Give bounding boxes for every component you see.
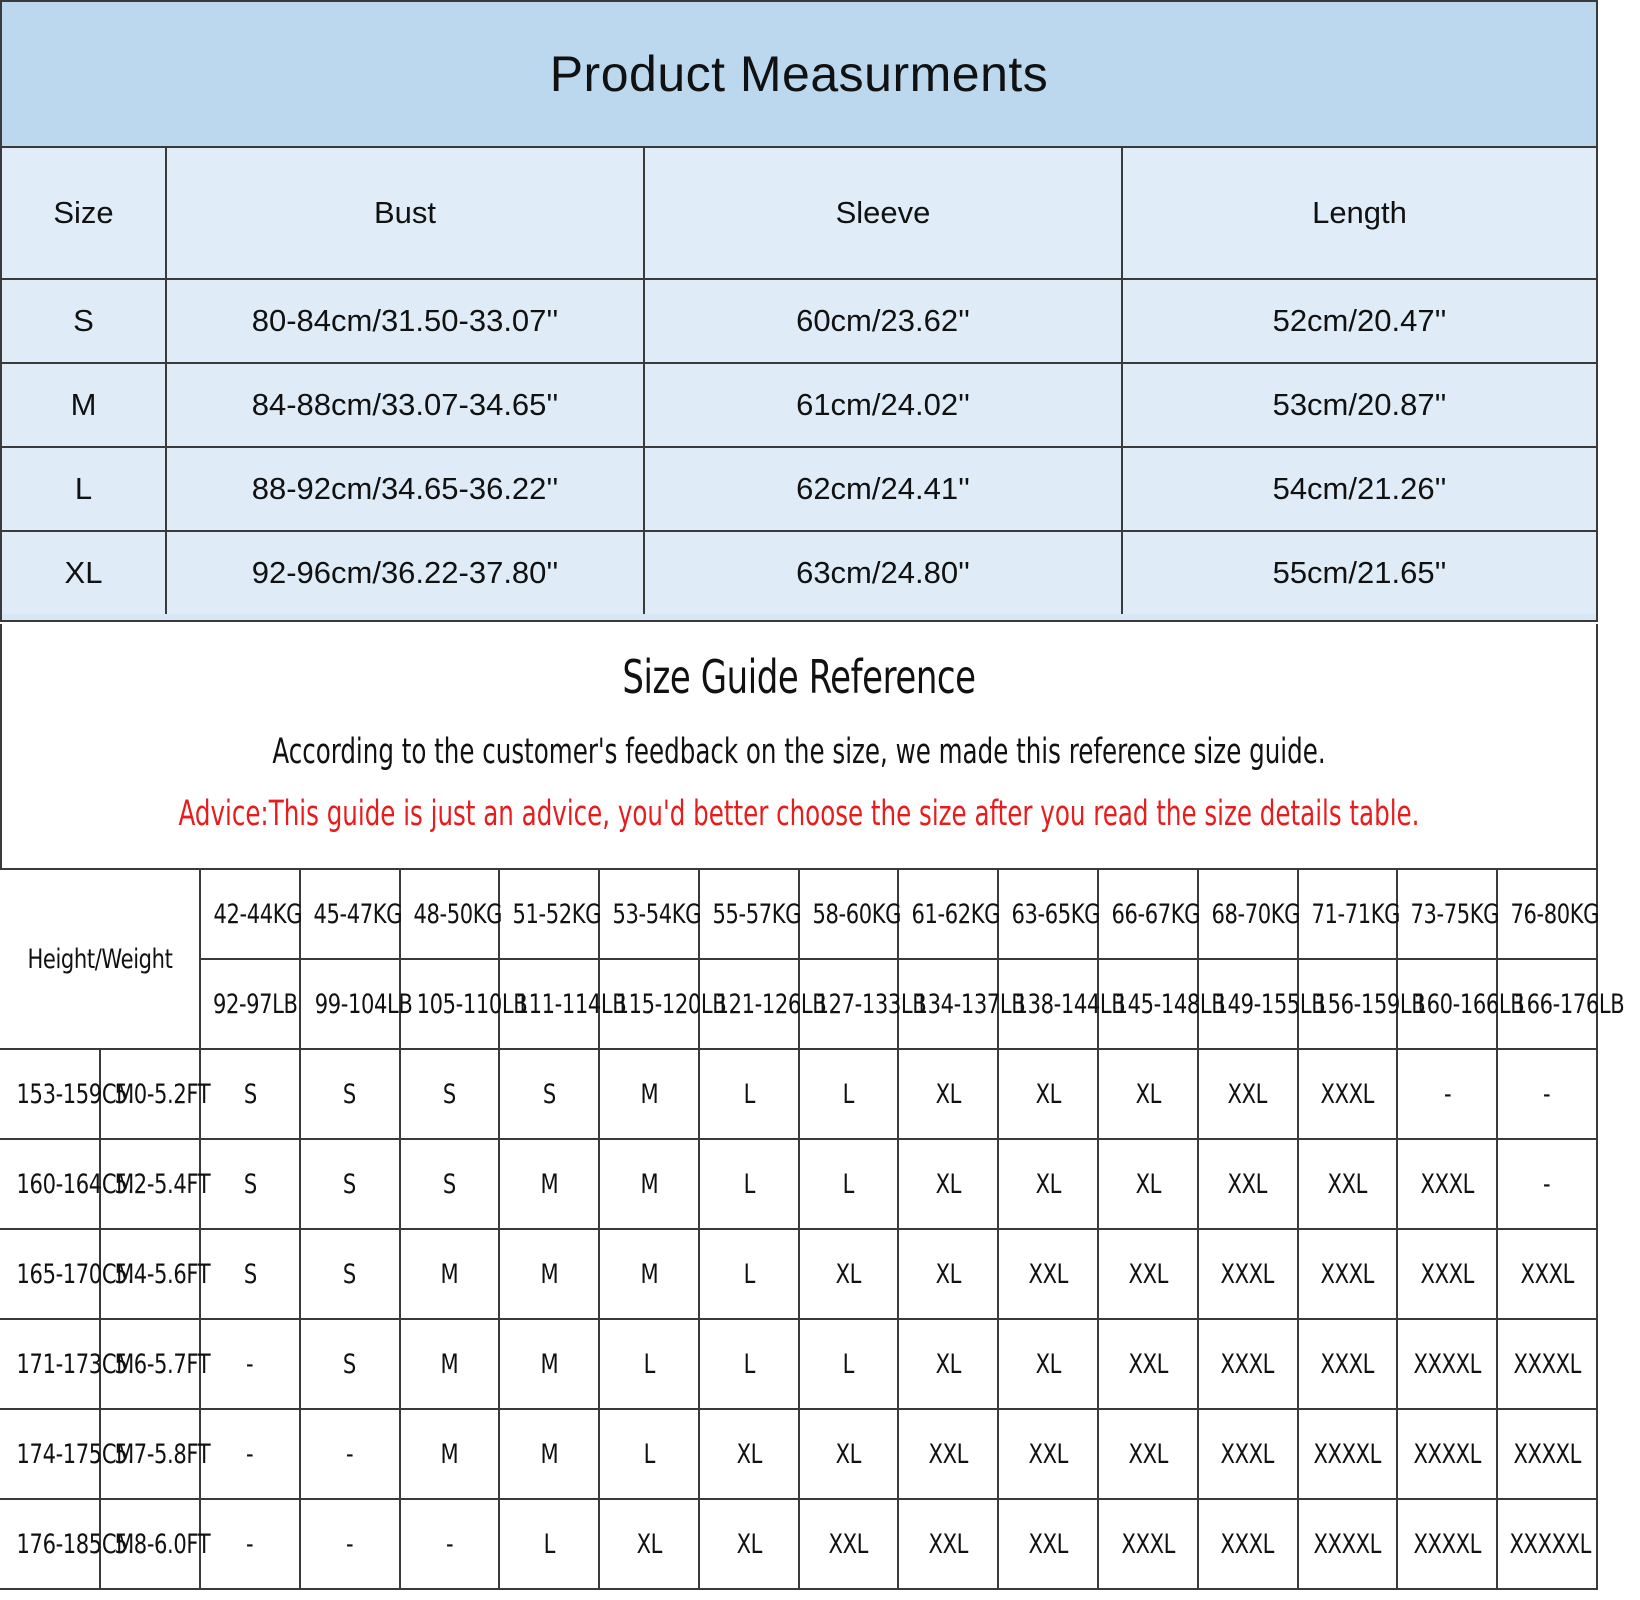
height-ft-cell	[100, 1319, 211, 1409]
height-cm-cell	[0, 1319, 134, 1409]
recommended-size-cell-text: S	[542, 1078, 556, 1110]
recommended-size-cell-text: XXXL	[1320, 1078, 1375, 1110]
recommended-size-cell	[300, 1409, 400, 1499]
recommended-size-cell	[400, 1049, 500, 1139]
recommended-size-cell	[799, 1319, 899, 1409]
size-label-cell: L	[2, 447, 166, 531]
measurement-cell: 84-88cm/33.07-34.65''	[166, 363, 644, 447]
recommended-size-cell-text: M	[440, 1258, 459, 1290]
recommended-size-cell-text: L	[743, 1258, 755, 1290]
weight-kg-cell	[499, 869, 602, 959]
recommended-size-cell	[699, 1049, 799, 1139]
recommended-size-cell-text: M	[540, 1348, 559, 1380]
recommended-size-cell	[1098, 1049, 1198, 1139]
height-cm-cell	[0, 1049, 134, 1139]
measurement-cell: 88-92cm/34.65-36.22''	[166, 447, 644, 531]
recommended-size-cell	[499, 1409, 599, 1499]
weight-lb-cell-text: 111-114LB	[515, 988, 627, 1020]
recommended-size-cell	[400, 1139, 500, 1229]
recommended-size-cell-text: S	[343, 1348, 357, 1380]
measurement-cell: 54cm/21.26''	[1122, 447, 1596, 531]
weight-kg-cell-text: 73-75KG	[1410, 898, 1500, 930]
recommended-size-cell	[599, 1139, 699, 1229]
recommended-size-cell	[300, 1499, 400, 1589]
recommended-size-cell-text: XXXXL	[1513, 1438, 1581, 1470]
height-weight-corner	[0, 869, 200, 1049]
recommended-size-cell	[1497, 1319, 1597, 1409]
recommended-size-cell	[200, 1049, 300, 1139]
recommended-size-cell-text: L	[643, 1438, 655, 1470]
recommended-size-cell-text: XL	[935, 1168, 962, 1200]
height-ft-cell-text: 5.2-5.4FT	[114, 1168, 211, 1200]
measurement-cell: 80-84cm/31.50-33.07''	[166, 279, 644, 363]
measurements-header-cell: Size	[2, 148, 166, 279]
recommended-size-cell-text: XXXL	[1520, 1258, 1574, 1290]
recommended-size-cell	[1497, 1049, 1597, 1139]
recommended-size-cell-text: L	[842, 1348, 855, 1380]
measurement-cell: 61cm/24.02''	[644, 363, 1122, 447]
measurements-table	[2, 148, 1596, 614]
recommended-size-cell-text: XL	[636, 1528, 662, 1560]
measurements-row	[2, 447, 1596, 531]
recommended-size-cell-text: XXXL	[1420, 1168, 1475, 1200]
recommended-size-cell	[1397, 1139, 1497, 1229]
recommended-size-cell-text: L	[842, 1168, 855, 1200]
height-cm-cell-text: 153-159CM	[16, 1078, 134, 1110]
recommended-size-cell-text: XXL	[1128, 1258, 1168, 1290]
recommended-size-cell-text: M	[540, 1258, 559, 1290]
measurements-row	[2, 531, 1596, 614]
size-label-cell: S	[2, 279, 166, 363]
recommended-size-cell	[599, 1409, 699, 1499]
recommended-size-cell	[998, 1319, 1098, 1409]
size-guide-subtitle: According to the customer's feedback on the size, we made this reference size guide.	[272, 732, 1326, 772]
height-ft-cell-text: 5.0-5.2FT	[114, 1078, 211, 1110]
weight-lb-cell-text: 166-176LB	[1513, 988, 1625, 1020]
height-ft-cell-text: 5.7-5.8FT	[114, 1438, 211, 1470]
measurement-cell: 63cm/24.80''	[644, 531, 1122, 614]
recommended-size-cell	[1198, 1409, 1298, 1499]
recommended-size-cell	[1198, 1049, 1298, 1139]
measurement-cell: 53cm/20.87''	[1122, 363, 1596, 447]
recommended-size-cell	[200, 1319, 300, 1409]
recommended-size-cell-text: XXXL	[1320, 1258, 1375, 1290]
recommended-size-cell	[599, 1499, 699, 1589]
size-guide-row	[0, 1409, 1597, 1499]
size-guide-row	[0, 1229, 1597, 1319]
recommended-size-cell-text: XXXL	[1220, 1258, 1275, 1290]
recommended-size-cell-text: L	[842, 1078, 855, 1110]
weight-kg-cell-text: 51-52KG	[512, 898, 602, 930]
recommended-size-cell-text: S	[442, 1168, 456, 1200]
weight-kg-cell	[998, 869, 1101, 959]
recommended-size-cell-text: XXXXL	[1413, 1528, 1482, 1560]
recommended-size-cell-text: XXXXL	[1313, 1438, 1382, 1470]
recommended-size-cell	[499, 1229, 599, 1319]
recommended-size-cell	[1298, 1139, 1398, 1229]
recommended-size-cell	[300, 1049, 400, 1139]
recommended-size-cell	[699, 1409, 799, 1499]
weight-lb-cell-text: 99-104LB	[314, 988, 413, 1020]
recommended-size-cell	[1298, 1049, 1398, 1139]
recommended-size-cell-text: XL	[1035, 1168, 1061, 1200]
recommended-size-cell-text: XXXL	[1220, 1348, 1275, 1380]
measurements-header-cell: Length	[1122, 148, 1596, 279]
recommended-size-cell	[998, 1409, 1098, 1499]
height-ft-cell-text: 5.4-5.6FT	[114, 1258, 211, 1290]
weight-kg-row	[0, 869, 1597, 959]
height-cm-cell	[0, 1499, 134, 1589]
recommended-size-cell-text: XL	[835, 1258, 862, 1290]
weight-kg-cell-text: 48-50KG	[413, 898, 502, 930]
recommended-size-cell	[1397, 1319, 1497, 1409]
recommended-size-cell	[1198, 1139, 1298, 1229]
recommended-size-cell-text: XXXXXL	[1509, 1528, 1592, 1560]
recommended-size-cell-text: XL	[736, 1528, 762, 1560]
recommended-size-cell-text: L	[543, 1528, 555, 1560]
recommended-size-cell	[898, 1229, 998, 1319]
height-cm-cell-text: 165-170CM	[16, 1258, 134, 1290]
recommended-size-cell-text: XXXL	[1121, 1528, 1175, 1560]
recommended-size-cell-text: M	[640, 1078, 658, 1110]
recommended-size-cell	[1198, 1229, 1298, 1319]
weight-kg-cell	[799, 869, 899, 959]
recommended-size-cell	[1298, 1229, 1398, 1319]
recommended-size-cell-text: XXXL	[1220, 1528, 1275, 1560]
recommended-size-cell-text: S	[343, 1168, 357, 1200]
recommended-size-cell-text: L	[643, 1348, 655, 1380]
height-ft-cell-text: 5.6-5.7FT	[114, 1348, 211, 1380]
size-guide-table	[0, 868, 1625, 1590]
recommended-size-cell	[1497, 1229, 1597, 1319]
measurement-cell: 60cm/23.62''	[644, 279, 1122, 363]
height-ft-cell	[100, 1229, 211, 1319]
recommended-size-cell	[499, 1499, 599, 1589]
recommended-size-cell-text: XL	[1035, 1348, 1061, 1380]
weight-kg-cell	[1397, 869, 1500, 959]
recommended-size-cell	[1198, 1319, 1298, 1409]
recommended-size-cell	[898, 1319, 998, 1409]
weight-kg-cell	[200, 869, 303, 959]
recommended-size-cell	[499, 1319, 599, 1409]
measurements-title: Product Measurments	[2, 2, 1596, 148]
recommended-size-cell-text: XXL	[1128, 1348, 1168, 1380]
measurements-header-row	[2, 148, 1596, 279]
recommended-size-cell-text: XL	[1135, 1168, 1161, 1200]
size-guide-row	[0, 1049, 1597, 1139]
recommended-size-cell-text: L	[743, 1348, 755, 1380]
recommended-size-cell-text: XXXXL	[1313, 1528, 1382, 1560]
recommended-size-cell-text: XL	[736, 1438, 762, 1470]
weight-kg-cell-text: 45-47KG	[313, 898, 402, 930]
product-measurements-section	[0, 0, 1598, 622]
recommended-size-cell	[599, 1229, 699, 1319]
height-cm-cell	[0, 1409, 134, 1499]
weight-lb-cell	[300, 959, 413, 1049]
recommended-size-cell-text: -	[246, 1528, 254, 1560]
recommended-size-cell	[200, 1229, 300, 1319]
recommended-size-cell	[699, 1229, 799, 1319]
recommended-size-cell	[1497, 1499, 1597, 1589]
recommended-size-cell-text: XXL	[1327, 1168, 1368, 1200]
weight-kg-cell-text: 71-71KG	[1311, 898, 1400, 930]
recommended-size-cell-text: XXL	[1128, 1438, 1168, 1470]
recommended-size-cell-text: -	[1443, 1078, 1451, 1110]
size-guide-row	[0, 1499, 1597, 1589]
recommended-size-cell	[898, 1049, 998, 1139]
recommended-size-cell-text: S	[442, 1078, 456, 1110]
recommended-size-cell	[1397, 1409, 1497, 1499]
recommended-size-cell-text: M	[540, 1438, 559, 1470]
weight-lb-cell-text: 138-144LB	[1014, 988, 1126, 1020]
recommended-size-cell-text: S	[343, 1078, 357, 1110]
recommended-size-cell-text: S	[343, 1258, 357, 1290]
recommended-size-cell-text: -	[346, 1528, 354, 1560]
weight-kg-cell	[898, 869, 1001, 959]
recommended-size-cell	[699, 1139, 799, 1229]
recommended-size-cell-text: XXL	[1028, 1258, 1068, 1290]
recommended-size-cell-text: XXL	[828, 1528, 869, 1560]
recommended-size-cell	[400, 1499, 500, 1589]
weight-kg-cell	[1098, 869, 1201, 959]
measurement-cell: 55cm/21.65''	[1122, 531, 1596, 614]
recommended-size-cell-text: XXL	[1227, 1078, 1268, 1110]
recommended-size-cell	[1497, 1139, 1597, 1229]
measurements-header-cell: Bust	[166, 148, 644, 279]
recommended-size-cell-text: M	[440, 1348, 459, 1380]
height-cm-cell-text: 174-175CM	[16, 1438, 134, 1470]
recommended-size-cell-text: XL	[1135, 1078, 1161, 1110]
weight-lb-cell-text: 115-120LB	[615, 988, 727, 1020]
recommended-size-cell	[799, 1139, 899, 1229]
recommended-size-cell-text: XL	[1035, 1078, 1061, 1110]
recommended-size-cell-text: L	[743, 1078, 755, 1110]
recommended-size-cell	[1497, 1409, 1597, 1499]
weight-lb-cell-text: 121-126LB	[715, 988, 827, 1020]
recommended-size-cell	[200, 1139, 300, 1229]
recommended-size-cell-text: S	[243, 1258, 257, 1290]
recommended-size-cell	[499, 1139, 599, 1229]
recommended-size-cell-text: XXXXL	[1513, 1348, 1581, 1380]
recommended-size-cell-text: XXXXL	[1413, 1348, 1482, 1380]
recommended-size-cell-text: -	[346, 1438, 354, 1470]
measurement-cell: 62cm/24.41''	[644, 447, 1122, 531]
height-weight-corner-text: Height/Weight	[26, 943, 173, 975]
recommended-size-cell	[599, 1319, 699, 1409]
height-ft-cell	[100, 1499, 211, 1589]
recommended-size-cell	[300, 1139, 400, 1229]
weight-kg-cell	[400, 869, 500, 959]
size-guide-header	[0, 624, 1598, 868]
recommended-size-cell-text: XL	[935, 1258, 962, 1290]
recommended-size-cell	[799, 1499, 899, 1589]
height-cm-cell-text: 171-173CM	[16, 1348, 134, 1380]
weight-kg-cell	[300, 869, 400, 959]
measurement-cell: 92-96cm/36.22-37.80''	[166, 531, 644, 614]
recommended-size-cell-text: -	[1543, 1168, 1551, 1200]
size-guide-row	[0, 1319, 1597, 1409]
recommended-size-cell-text: XXL	[1028, 1438, 1068, 1470]
weight-lb-cell	[200, 959, 300, 1049]
recommended-size-cell	[699, 1319, 799, 1409]
recommended-size-cell	[898, 1139, 998, 1229]
recommended-size-cell	[1098, 1499, 1198, 1589]
size-guide-title: Size Guide Reference	[622, 650, 976, 704]
size-label-cell: XL	[2, 531, 166, 614]
height-cm-cell	[0, 1139, 134, 1229]
weight-kg-cell	[1198, 869, 1298, 959]
recommended-size-cell-text: XL	[935, 1078, 962, 1110]
recommended-size-cell	[1098, 1319, 1198, 1409]
weight-kg-cell-text: 53-54KG	[612, 898, 702, 930]
weight-kg-cell	[1298, 869, 1398, 959]
measurement-cell: 52cm/20.47''	[1122, 279, 1596, 363]
recommended-size-cell-text: XXXXL	[1413, 1438, 1482, 1470]
recommended-size-cell	[300, 1229, 400, 1319]
recommended-size-cell	[400, 1319, 500, 1409]
recommended-size-cell	[699, 1499, 799, 1589]
recommended-size-cell-text: -	[246, 1438, 254, 1470]
recommended-size-cell	[1098, 1229, 1198, 1319]
recommended-size-cell-text: M	[440, 1438, 459, 1470]
recommended-size-cell	[799, 1409, 899, 1499]
weight-kg-cell-text: 58-60KG	[812, 898, 901, 930]
recommended-size-cell-text: -	[445, 1528, 454, 1560]
weight-lb-cell-text: 149-155LB	[1214, 988, 1326, 1020]
recommended-size-cell	[898, 1409, 998, 1499]
weight-lb-cell-text: 156-159LB	[1314, 988, 1425, 1020]
recommended-size-cell-text: XL	[835, 1438, 862, 1470]
recommended-size-cell-text: XXXL	[1220, 1438, 1275, 1470]
measurements-row	[2, 279, 1596, 363]
recommended-size-cell-text: XXL	[928, 1438, 969, 1470]
height-ft-cell	[100, 1409, 211, 1499]
recommended-size-cell	[898, 1499, 998, 1589]
recommended-size-cell	[200, 1409, 300, 1499]
recommended-size-cell-text: M	[640, 1258, 658, 1290]
recommended-size-cell-text: S	[243, 1078, 257, 1110]
recommended-size-cell	[1298, 1409, 1398, 1499]
recommended-size-cell	[499, 1049, 599, 1139]
recommended-size-cell	[300, 1319, 400, 1409]
recommended-size-cell-text: XXL	[1028, 1528, 1068, 1560]
recommended-size-cell	[599, 1049, 699, 1139]
recommended-size-cell	[1298, 1319, 1398, 1409]
height-ft-cell	[100, 1139, 211, 1229]
recommended-size-cell	[400, 1229, 500, 1319]
weight-kg-cell	[599, 869, 702, 959]
size-label-cell: M	[2, 363, 166, 447]
recommended-size-cell-text: XXXL	[1420, 1258, 1475, 1290]
measurements-row	[2, 363, 1596, 447]
weight-lb-cell-text: 92-97LB	[212, 988, 298, 1020]
recommended-size-cell-text: XXL	[928, 1528, 969, 1560]
height-ft-cell-text: 5.8-6.0FT	[114, 1528, 211, 1560]
recommended-size-cell-text: XXXL	[1320, 1348, 1375, 1380]
recommended-size-cell-text: M	[540, 1168, 559, 1200]
recommended-size-cell	[998, 1229, 1098, 1319]
weight-lb-cell	[400, 959, 527, 1049]
weight-kg-cell-text: 55-57KG	[712, 898, 802, 930]
recommended-size-cell	[1198, 1499, 1298, 1589]
recommended-size-cell	[1397, 1229, 1497, 1319]
weight-kg-cell-text: 63-65KG	[1011, 898, 1101, 930]
recommended-size-cell-text: XXL	[1227, 1168, 1268, 1200]
recommended-size-cell-text: M	[640, 1168, 658, 1200]
recommended-size-cell	[1098, 1139, 1198, 1229]
recommended-size-cell-text: XL	[935, 1348, 962, 1380]
recommended-size-cell-text: L	[743, 1168, 755, 1200]
height-cm-cell-text: 176-185CM	[16, 1528, 134, 1560]
height-cm-cell-text: 160-164CM	[16, 1168, 134, 1200]
weight-lb-cell-text: 105-110LB	[416, 988, 527, 1020]
recommended-size-cell	[799, 1049, 899, 1139]
weight-kg-cell-text: 42-44KG	[213, 898, 303, 930]
recommended-size-cell-text: -	[246, 1348, 254, 1380]
recommended-size-cell	[1397, 1049, 1497, 1139]
height-ft-cell	[100, 1049, 211, 1139]
weight-kg-cell-text: 61-62KG	[911, 898, 1001, 930]
weight-kg-cell-text: 68-70KG	[1211, 898, 1300, 930]
recommended-size-cell	[1098, 1409, 1198, 1499]
recommended-size-cell	[400, 1409, 500, 1499]
weight-lb-row	[0, 959, 1597, 1049]
weight-lb-cell-text: 127-133LB	[815, 988, 926, 1020]
recommended-size-cell-text: -	[1543, 1078, 1551, 1110]
height-cm-cell	[0, 1229, 134, 1319]
recommended-size-cell	[200, 1499, 300, 1589]
recommended-size-cell-text: S	[243, 1168, 257, 1200]
recommended-size-cell	[998, 1139, 1098, 1229]
measurements-header-cell: Sleeve	[644, 148, 1122, 279]
recommended-size-cell	[1298, 1499, 1398, 1589]
weight-kg-cell-text: 66-67KG	[1111, 898, 1201, 930]
recommended-size-cell	[998, 1499, 1098, 1589]
weight-lb-cell-text: 134-137LB	[915, 988, 1026, 1020]
size-guide-advice: Advice:This guide is just an advice, you'd better choose the size after you read the size details table.	[178, 794, 1420, 834]
recommended-size-cell	[799, 1229, 899, 1319]
recommended-size-cell	[998, 1049, 1098, 1139]
recommended-size-cell	[1397, 1499, 1497, 1589]
weight-lb-cell-text: 160-166LB	[1413, 988, 1525, 1020]
weight-kg-cell-text: 76-80KG	[1510, 898, 1600, 930]
weight-kg-cell	[1497, 869, 1600, 959]
size-guide-row	[0, 1139, 1597, 1229]
weight-kg-cell	[699, 869, 802, 959]
weight-lb-cell-text: 145-148LB	[1114, 988, 1226, 1020]
